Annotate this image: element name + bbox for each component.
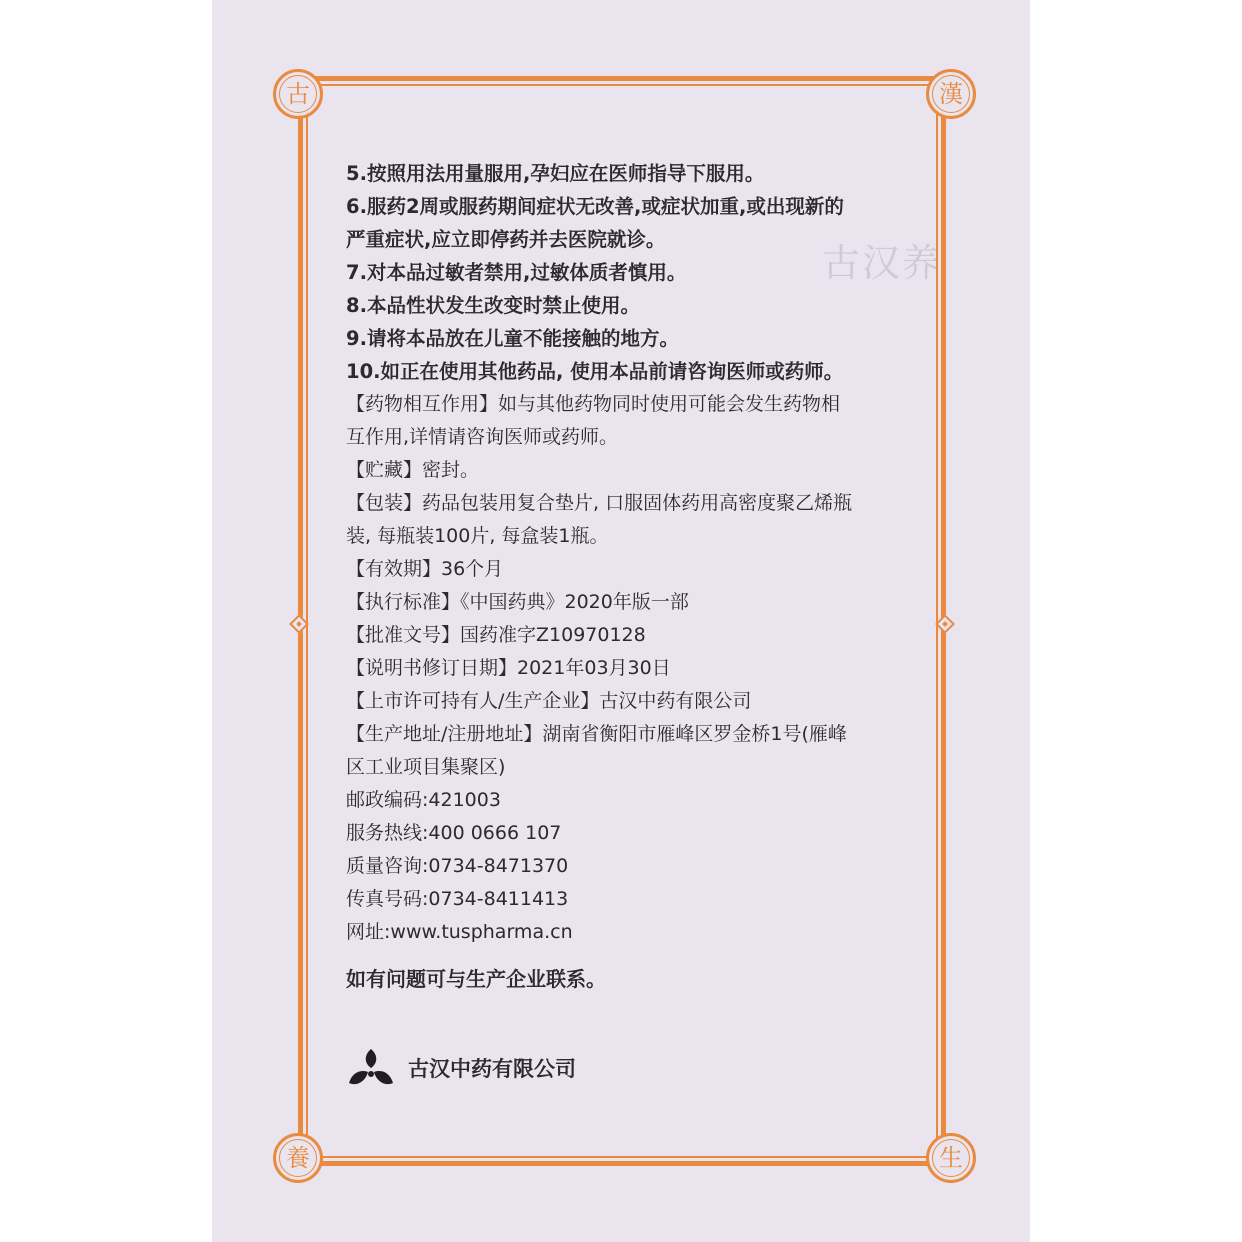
seal-bottom-right-icon: 生: [926, 1133, 976, 1183]
precaution-item: 7.对本品过敏者禁用,过敏体质者慎用。: [346, 261, 687, 284]
address-text: 【生产地址/注册地址】湖南省衡阳市雁峰区罗金桥1号(雁峰: [346, 723, 847, 745]
background-left: [0, 0, 212, 1242]
company-signature: [346, 1047, 576, 1089]
shelf-life-text: 【有效期】36个月: [346, 558, 504, 580]
address-text: 区工业项目集聚区): [346, 756, 506, 778]
show-through-title: 古汉养: [822, 241, 943, 285]
seal-bottom-left-icon: 養: [273, 1133, 323, 1183]
storage-text: 【贮藏】密封。: [346, 459, 480, 481]
postcode-text: 邮政编码:421003: [346, 789, 501, 811]
company-name: 古汉中药有限公司: [408, 1057, 576, 1081]
website-text: 网址:www.tuspharma.cn: [346, 921, 573, 943]
standard-text: 【执行标准】《中国药典》2020年版一部: [346, 591, 689, 613]
precaution-item: 严重症状,应立即停药并去医院就诊。: [346, 228, 666, 251]
revision-date-text: 【说明书修订日期】2021年03月30日: [346, 657, 671, 679]
precaution-item: 9.请将本品放在儿童不能接触的地方。: [346, 327, 679, 350]
packaging-text: 装, 每瓶装100片, 每盒装1瓶。: [346, 525, 609, 547]
drug-interaction-text: 【药物相互作用】如与其他药物同时使用可能会发生药物相: [346, 393, 841, 415]
approval-number-text: 【批准文号】国药准字Z10970128: [346, 624, 646, 646]
drug-interaction-text: 互作用,详情请咨询医师或药师。: [346, 426, 619, 448]
precaution-item: 10.如正在使用其他药品, 使用本品前请咨询医师或药师。: [346, 360, 844, 383]
hotline-text: 服务热线:400 0666 107: [346, 822, 562, 844]
background-right: [1030, 0, 1242, 1242]
precaution-item: 5.按照用法用量服用,孕妇应在医师指导下服用。: [346, 162, 765, 185]
precaution-item: 6.服药2周或服药期间症状无改善,或症状加重,或出现新的: [346, 195, 844, 218]
packaging-text: 【包装】药品包装用复合垫片, 口服固体药用高密度聚乙烯瓶: [346, 492, 853, 514]
fax-text: 传真号码:0734-8411413: [346, 888, 569, 910]
seal-top-left-icon: 古: [273, 69, 323, 119]
seal-top-right-icon: 漢: [926, 69, 976, 119]
company-logo-icon: [346, 1047, 396, 1089]
precaution-item: 8.本品性状发生改变时禁止使用。: [346, 294, 640, 317]
leaflet-text-block: [346, 157, 906, 996]
contact-note: 如有问题可与生产企业联系。: [346, 967, 606, 991]
quality-phone-text: 质量咨询:0734-8471370: [346, 855, 569, 877]
license-holder-text: 【上市许可持有人/生产企业】古汉中药有限公司: [346, 690, 752, 712]
